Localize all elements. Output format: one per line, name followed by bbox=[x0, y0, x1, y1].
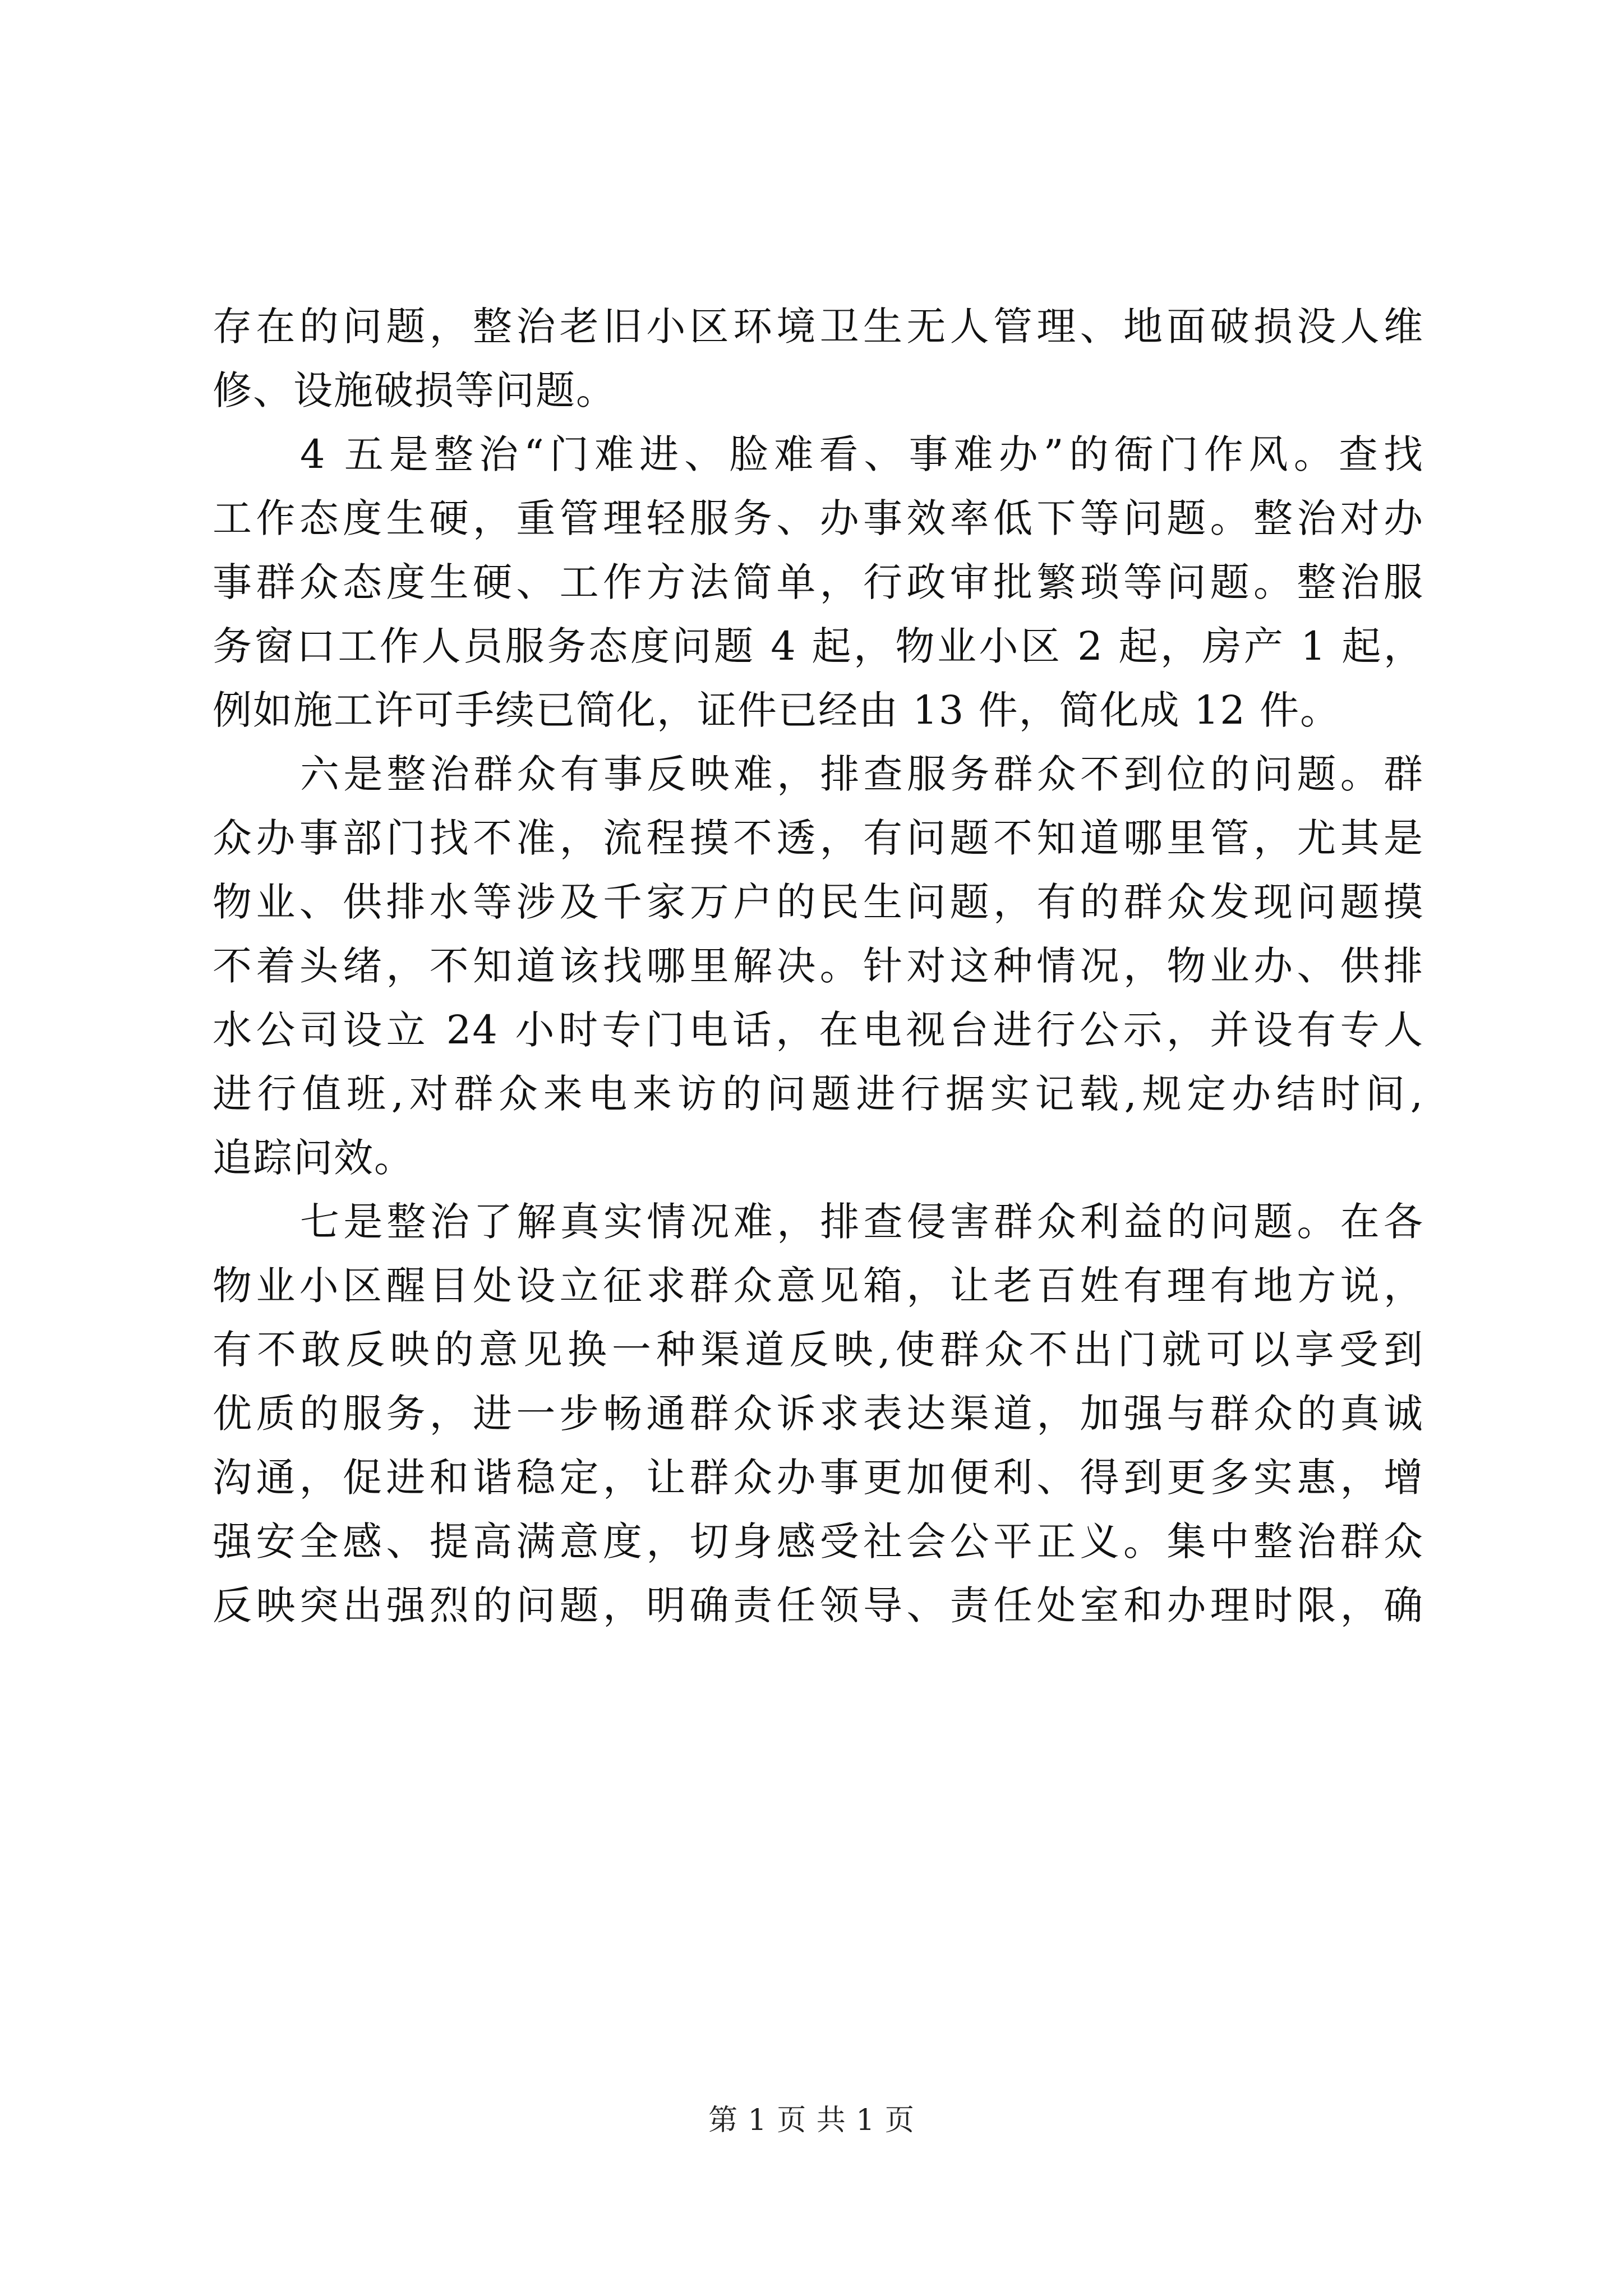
text-line: 务窗口工作人员服务态度问题 4 起，物业小区 2 起，房产 1 起， bbox=[213, 623, 1424, 669]
paragraph-2 bbox=[213, 422, 1424, 742]
paragraph-4 bbox=[213, 1190, 1424, 1637]
text-line: 不着头绪，不知道该找哪里解决。针对这种情况，物业办、供排 bbox=[213, 943, 1424, 989]
text-line: 水公司设立 24 小时专门电话，在电视台进行公示，并设有专人 bbox=[213, 1007, 1424, 1053]
text-line: 事群众态度生硬、工作方法简单，行政审批繁琐等问题。整治服 bbox=[213, 559, 1424, 605]
text-line: 工作态度生硬，重管理轻服务、办事效率低下等问题。整治对办 bbox=[213, 495, 1424, 541]
text-line: 优质的服务，进一步畅通群众诉求表达渠道，加强与群众的真诚 bbox=[213, 1391, 1424, 1437]
text-line: 追踪问效。 bbox=[213, 1135, 414, 1181]
text-line: 众办事部门找不准，流程摸不透，有问题不知道哪里管，尤其是 bbox=[213, 815, 1424, 861]
text-line: 例如施工许可手续已简化，证件已经由 13 件，简化成 12 件。 bbox=[213, 687, 1341, 733]
text-line: 强安全感、提高满意度，切身感受社会公平正义。集中整治群众 bbox=[213, 1519, 1424, 1565]
text-line: 沟通，促进和谐稳定，让群众办事更加便利、得到更多实惠，增 bbox=[213, 1455, 1424, 1501]
text-line: 存在的问题，整治老旧小区环境卫生无人管理、地面破损没人维 bbox=[213, 303, 1424, 349]
text-line: 4 五是整治“门难进、脸难看、事难办”的衙门作风。查找 bbox=[300, 431, 1424, 477]
text-line: 进行值班,对群众来电来访的问题进行据实记载,规定办结时间, bbox=[213, 1071, 1424, 1117]
text-line: 七是整治了解真实情况难，排查侵害群众利益的问题。在各 bbox=[300, 1199, 1424, 1245]
text-line: 反映突出强烈的问题，明确责任领导、责任处室和办理时限，确 bbox=[213, 1582, 1424, 1628]
paragraph-3 bbox=[213, 742, 1424, 1190]
text-line: 物业、供排水等涉及千家万户的民生问题，有的群众发现问题摸 bbox=[213, 879, 1424, 925]
text-line: 六是整治群众有事反映难，排查服务群众不到位的问题。群 bbox=[300, 751, 1424, 797]
document-body bbox=[213, 295, 1424, 1637]
page-number-footer: 第 1 页 共 1 页 bbox=[708, 2104, 915, 2137]
text-line: 有不敢反映的意见换一种渠道反映,使群众不出门就可以享受到 bbox=[213, 1327, 1424, 1373]
text-line: 物业小区醒目处设立征求群众意见箱，让老百姓有理有地方说， bbox=[213, 1263, 1424, 1309]
text-line: 修、设施破损等问题。 bbox=[213, 367, 616, 413]
paragraph-1 bbox=[213, 295, 1424, 422]
